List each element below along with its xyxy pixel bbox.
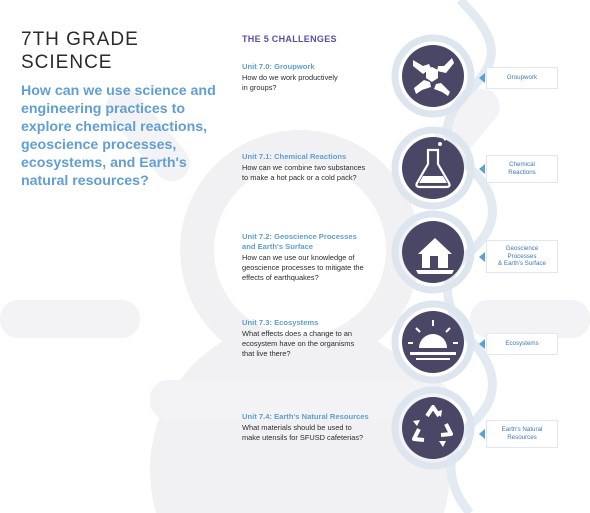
- unit-geoscience: [242, 232, 392, 284]
- unit-question: How can we use our knowledge of geoscience processes to mitigate the effects of earthquakes?: [242, 253, 364, 283]
- tag-chemical-reactions[interactable]: Chemical Reactions: [486, 155, 558, 183]
- unit-title: Unit 7.4: Earth's Natural Resources: [242, 412, 369, 421]
- tag-geoscience[interactable]: Geoscience Processes & Earth's Surface: [486, 240, 558, 273]
- challenges-heading: THE 5 CHALLENGES: [242, 34, 337, 44]
- unit-chemical-reactions: [242, 152, 392, 183]
- unit-question: What materials should be used to make utensils for SFUSD cafeterias?: [242, 423, 364, 443]
- unit-title: Unit 7.2: Geoscience Processes and Earth's Surface: [242, 232, 357, 251]
- unit-ecosystems: [242, 318, 392, 360]
- driving-question: How can we use science and engineering practices to explore chemical reactions, geoscience processes, ecosystems, and Earth's natural resources?: [21, 83, 216, 189]
- unit-question: How can we combine two substances to make a hot pack or a cold pack?: [242, 163, 366, 183]
- unit-question: How do we work productively in groups?: [242, 73, 338, 93]
- unit-groupwork: [242, 62, 392, 93]
- unit-natural-resources: [242, 412, 392, 443]
- unit-title: Unit 7.1: Chemical Reactions: [242, 152, 347, 161]
- page-title: 7TH GRADE SCIENCE: [21, 29, 139, 73]
- unit-title: Unit 7.3: Ecosystems: [242, 318, 319, 327]
- tag-natural-resources[interactable]: Earth's Natural Resources: [486, 420, 558, 448]
- unit-title: Unit 7.0: Groupwork: [242, 62, 315, 71]
- tag-ecosystems[interactable]: Ecosystems: [486, 333, 558, 355]
- unit-question: What effects does a change to an ecosystem have on the organisms that live there?: [242, 329, 355, 359]
- tag-groupwork[interactable]: Groupwork: [486, 67, 558, 89]
